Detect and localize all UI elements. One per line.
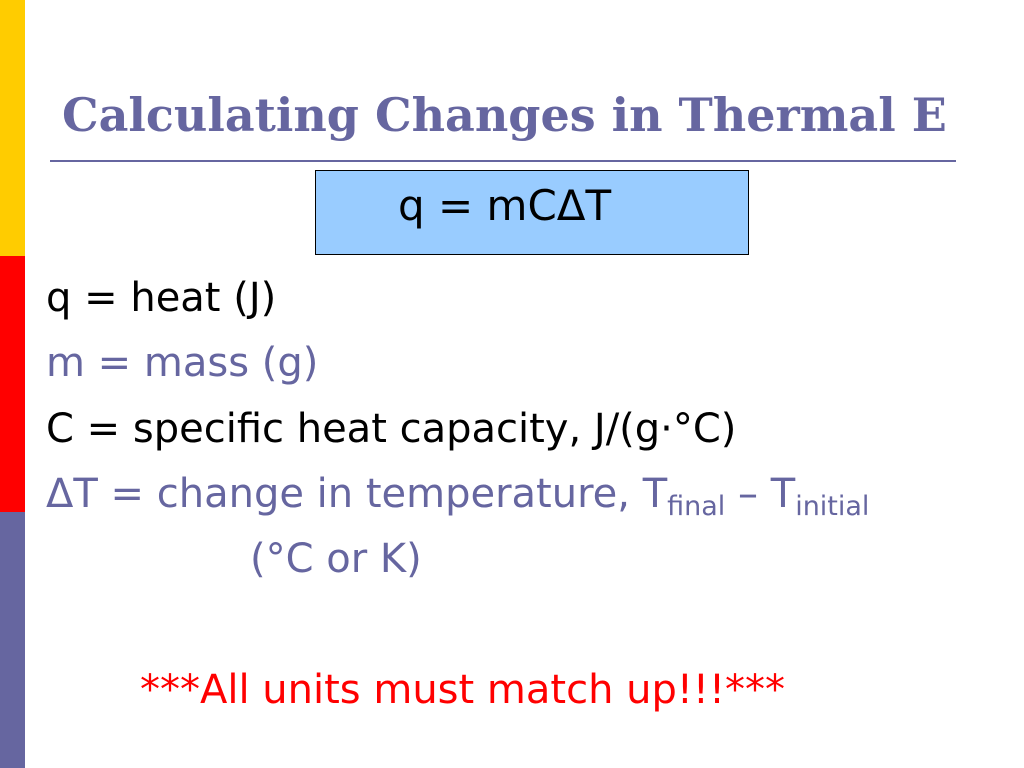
definition-temperature-middle: – T — [725, 471, 796, 517]
slide-title: Calculating Changes in Thermal E — [62, 88, 947, 142]
subscript-initial: initial — [795, 491, 870, 522]
units-note: ***All units must match up!!!*** — [140, 667, 785, 713]
definition-temperature-prefix: ΔT = change in temperature, T — [46, 471, 668, 517]
accent-bar-yellow — [0, 0, 25, 256]
definition-specific-heat: C = specific heat capacity, J/(g·°C) — [46, 406, 737, 452]
definition-heat: q = heat (J) — [46, 275, 277, 321]
formula-box — [315, 170, 749, 255]
definition-temperature-units: (°C or K) — [250, 536, 422, 582]
subscript-final: final — [667, 491, 726, 522]
definition-temperature-change — [46, 471, 870, 522]
title-divider — [50, 160, 956, 162]
accent-bar-red — [0, 256, 25, 512]
accent-bar-purple — [0, 512, 25, 768]
formula-text: q = mCΔT — [398, 181, 612, 230]
definition-mass: m = mass (g) — [46, 340, 319, 386]
